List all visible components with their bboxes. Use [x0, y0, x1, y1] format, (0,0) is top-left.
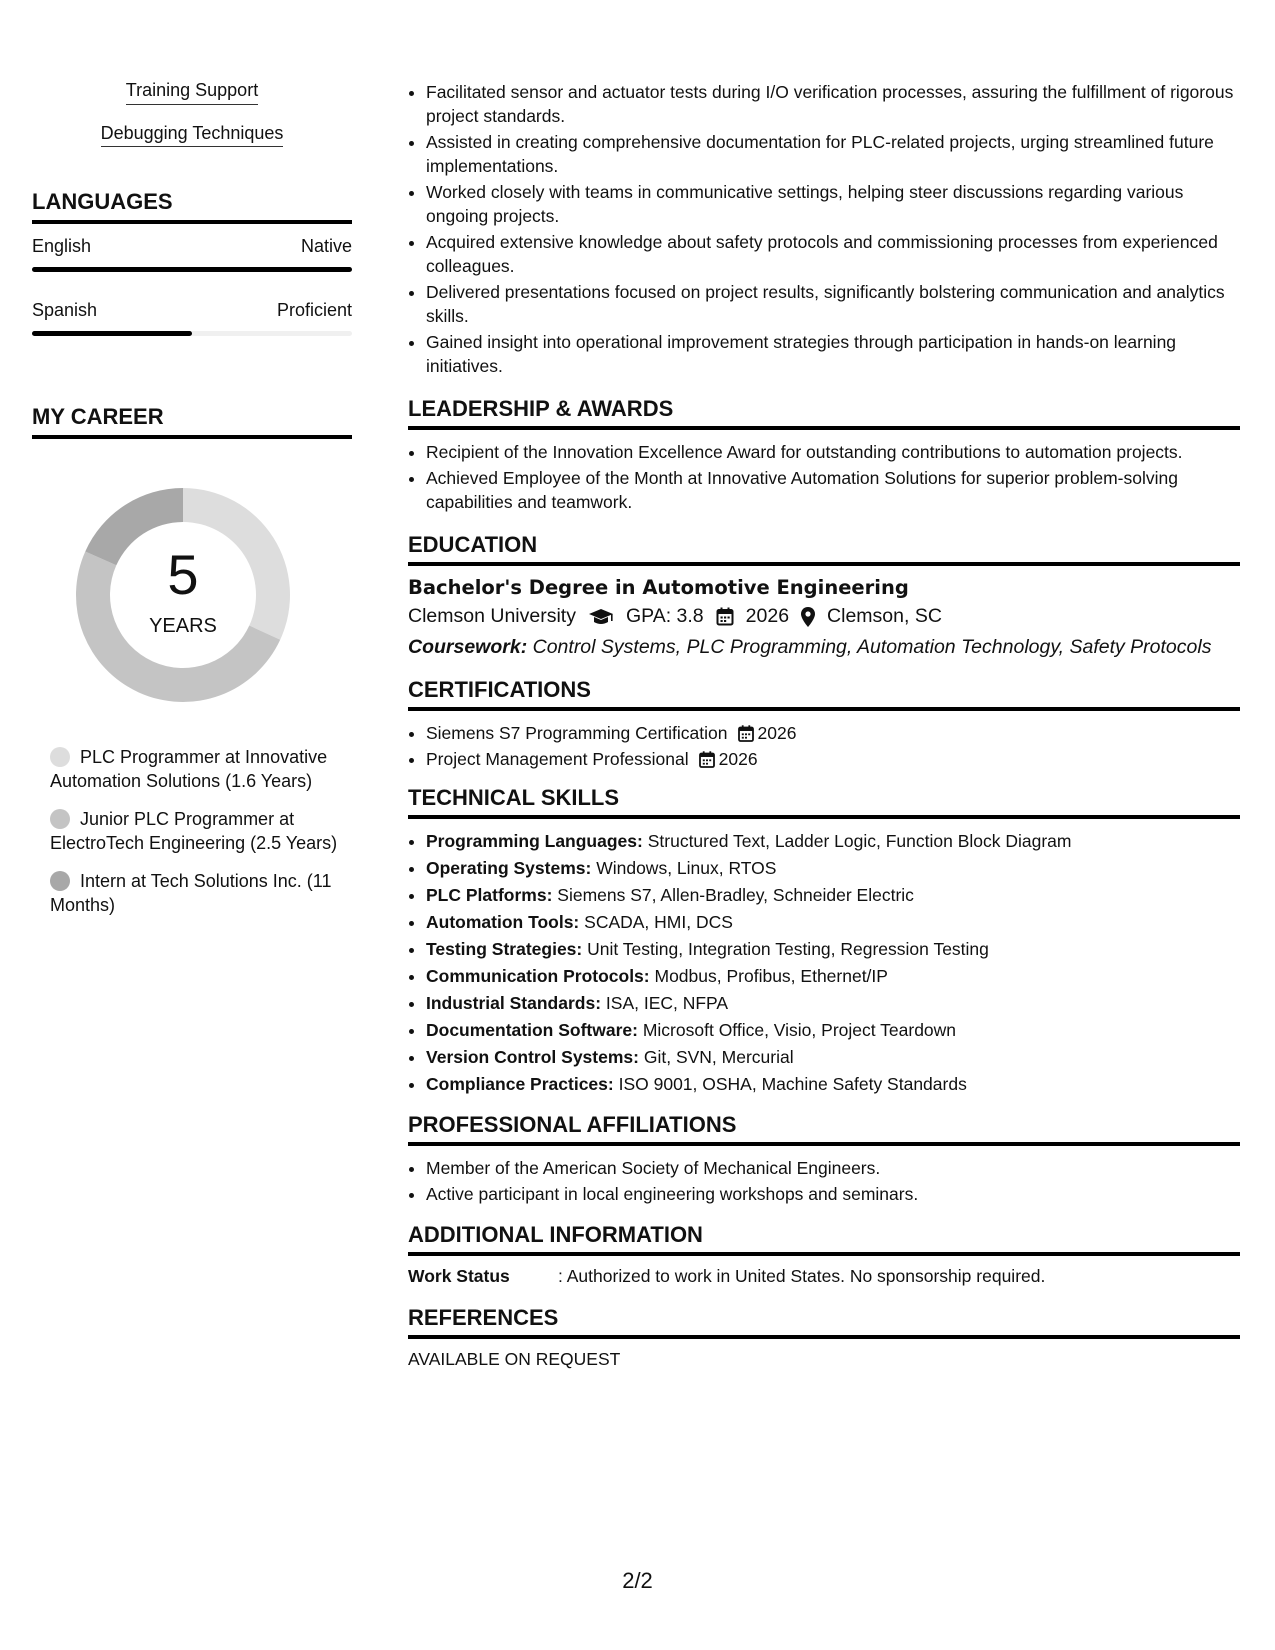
education-coursework — [408, 636, 1240, 659]
language-row — [32, 236, 352, 257]
leadership-title: LEADERSHIP & AWARDS — [408, 396, 1240, 430]
technical-skill-value: Windows, Linux, RTOS — [596, 858, 777, 878]
technical-skill-item — [426, 1072, 1240, 1096]
career-color-dot — [50, 809, 70, 829]
references-text: AVAILABLE ON REQUEST — [408, 1349, 621, 1369]
language-level: Native — [300, 236, 352, 257]
career-list — [50, 745, 340, 917]
technical-skill-value: ISO 9001, OSHA, Machine Safety Standards — [618, 1074, 967, 1094]
calendar-icon — [699, 751, 715, 768]
technical-skill-label: Industrial Standards: — [426, 993, 602, 1013]
certification-year: 2026 — [757, 723, 797, 743]
language-proficiency-bar — [32, 331, 352, 336]
education-degree: Bachelor's Degree in Automotive Engineering — [408, 576, 909, 599]
left-column — [32, 80, 352, 931]
career-item-text: Intern at Tech Solutions Inc. (11 Months) — [50, 871, 332, 916]
experience-bullets — [408, 80, 1240, 378]
career-unit: YEARS — [149, 615, 217, 638]
leadership-list — [408, 440, 1240, 514]
technical-skill-value: Modbus, Profibus, Ethernet/IP — [654, 966, 888, 986]
career-item — [50, 807, 340, 855]
affiliation-item: • Member of the American Society of Mechanical Engineers. — [426, 1156, 1240, 1180]
skills-list — [32, 80, 352, 147]
technical-skill-item — [426, 964, 1240, 988]
experience-bullet: • Gained insight into operational improvement strategies through participation in hands-on learning initiatives. — [426, 330, 1240, 378]
career-total: 5 — [167, 543, 199, 607]
work-status-value: : Authorized to work in United States. No sponsorship required. — [558, 1266, 1046, 1286]
certification-year: 2026 — [718, 749, 758, 769]
skill-item: Training Support — [126, 80, 258, 105]
education-location: Clemson, SC — [827, 605, 942, 627]
technical-skill-label: Version Control Systems: — [426, 1047, 639, 1067]
career-color-dot — [50, 871, 70, 891]
certification-item — [426, 747, 1240, 771]
additional-info-title: ADDITIONAL INFORMATION — [408, 1222, 1240, 1256]
technical-skill-item — [426, 991, 1240, 1015]
work-status-label: Work Status — [408, 1266, 510, 1286]
language-name: Spanish — [32, 300, 98, 321]
affiliation-item: • Active participant in local engineering workshops and seminars. — [426, 1182, 1240, 1206]
technical-skill-item — [426, 883, 1240, 907]
technical-skill-label: Operating Systems: — [426, 858, 592, 878]
technical-skill-label: Documentation Software: — [426, 1020, 638, 1040]
language-proficiency-fill — [32, 331, 192, 336]
certification-name: Project Management Professional — [426, 749, 689, 769]
graduation-cap-icon — [588, 608, 614, 626]
languages-title: LANGUAGES — [32, 189, 352, 224]
career-color-dot — [50, 747, 70, 767]
affiliations-list — [408, 1156, 1240, 1206]
career-item — [50, 745, 340, 793]
experience-bullet: • Worked closely with teams in communicative settings, helping steer discussions regarding various ongoing projects. — [426, 180, 1240, 228]
language-proficiency-bar — [32, 267, 352, 272]
affiliations-title: PROFESSIONAL AFFILIATIONS — [408, 1112, 1240, 1146]
certification-item — [426, 721, 1240, 745]
location-pin-icon — [801, 607, 815, 627]
education-year: 2026 — [745, 605, 790, 627]
education-gpa: GPA: 3.8 — [625, 605, 704, 627]
technical-skill-value: SCADA, HMI, DCS — [584, 912, 733, 932]
technical-skills-title: TECHNICAL SKILLS — [408, 785, 1240, 819]
technical-skill-label: Compliance Practices: — [426, 1074, 614, 1094]
right-column — [408, 80, 1240, 1370]
technical-skill-value: Unit Testing, Integration Testing, Regression Testing — [587, 939, 989, 959]
certifications-title: CERTIFICATIONS — [408, 677, 1240, 711]
technical-skill-value: Microsoft Office, Visio, Project Teardown — [642, 1020, 957, 1040]
coursework-text: Control Systems, PLC Programming, Automation Technology, Safety Protocols — [532, 636, 1212, 658]
career-item — [50, 869, 340, 917]
experience-bullet: • Assisted in creating comprehensive documentation for PLC-related projects, urging streamlined future implementations. — [426, 130, 1240, 178]
technical-skill-value: Siemens S7, Allen-Bradley, Schneider Electric — [557, 885, 914, 905]
education-title: EDUCATION — [408, 532, 1240, 566]
page-number: 2/2 — [622, 1568, 653, 1593]
technical-skill-item — [426, 910, 1240, 934]
skill-item: Debugging Techniques — [101, 123, 284, 148]
experience-bullet: • Facilitated sensor and actuator tests during I/O verification processes, assuring the fulfillment of rigorous project standards. — [426, 80, 1240, 128]
language-level: Proficient — [276, 300, 352, 321]
education-details — [408, 605, 1240, 628]
technical-skill-label: Automation Tools: — [426, 912, 580, 932]
language-name: English — [32, 236, 92, 257]
career-item-text: PLC Programmer at Innovative Automation Solutions (1.6 Years) — [50, 747, 328, 792]
technical-skill-item — [426, 937, 1240, 961]
technical-skill-label: Programming Languages: — [426, 831, 643, 851]
work-status-row — [408, 1266, 1240, 1287]
career-donut-chart — [67, 479, 299, 711]
language-row — [32, 300, 352, 321]
coursework-label: Coursework: — [408, 636, 528, 658]
education-school: Clemson University — [408, 605, 576, 627]
technical-skill-label: PLC Platforms: — [426, 885, 553, 905]
career-item-text: Junior PLC Programmer at ElectroTech Engineering (2.5 Years) — [50, 809, 338, 854]
language-proficiency-fill — [32, 267, 352, 272]
technical-skill-label: Communication Protocols: — [426, 966, 650, 986]
leadership-item: • Achieved Employee of the Month at Innovative Automation Solutions for superior problem-solving capabilities and teamwork. — [426, 466, 1240, 514]
experience-bullet: • Delivered presentations focused on project results, significantly bolstering communication and analytics skills. — [426, 280, 1240, 328]
technical-skill-label: Testing Strategies: — [426, 939, 583, 959]
technical-skill-value: Git, SVN, Mercurial — [643, 1047, 794, 1067]
calendar-icon — [716, 607, 734, 626]
certifications-list — [408, 721, 1240, 771]
career-title: MY CAREER — [32, 404, 352, 439]
experience-bullet: • Acquired extensive knowledge about safety protocols and commissioning processes from experienced colleagues. — [426, 230, 1240, 278]
technical-skill-value: ISA, IEC, NFPA — [605, 993, 729, 1013]
technical-skills-list — [408, 829, 1240, 1096]
technical-skill-value: Structured Text, Ladder Logic, Function Block Diagram — [647, 831, 1072, 851]
technical-skill-item — [426, 856, 1240, 880]
technical-skill-item — [426, 1045, 1240, 1069]
certification-name: Siemens S7 Programming Certification — [426, 723, 728, 743]
references-title: REFERENCES — [408, 1305, 1240, 1339]
technical-skill-item — [426, 1018, 1240, 1042]
leadership-item: • Recipient of the Innovation Excellence Award for outstanding contributions to automation projects. — [426, 440, 1240, 464]
languages-list — [32, 236, 352, 336]
calendar-icon — [738, 725, 754, 742]
technical-skill-item — [426, 829, 1240, 853]
